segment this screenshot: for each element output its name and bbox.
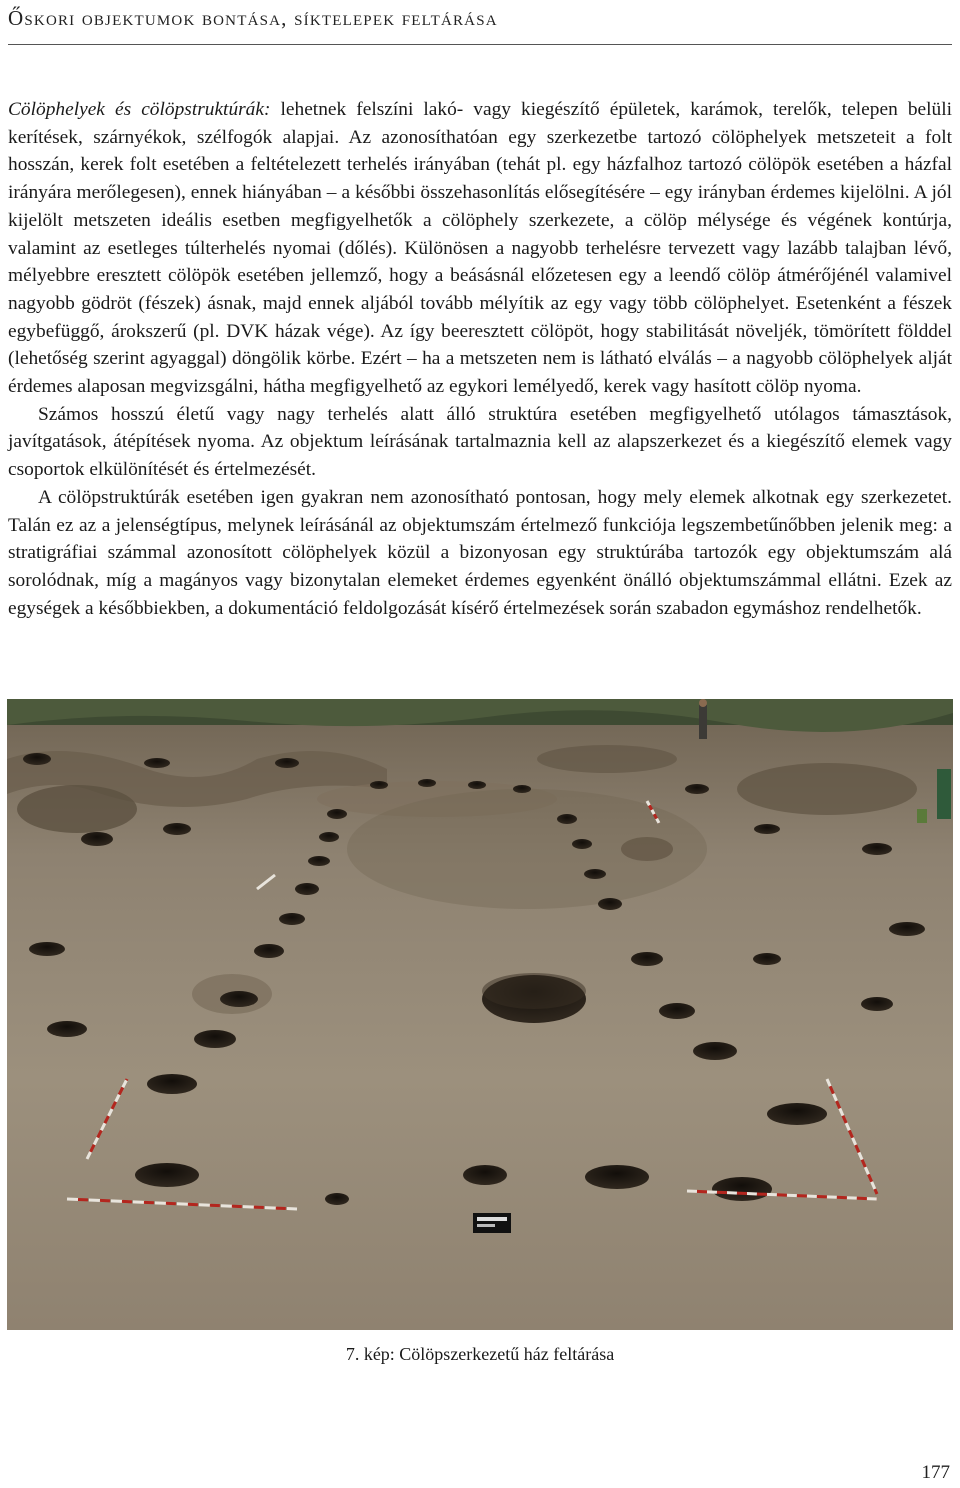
- excavation-photo-drawing: [7, 699, 953, 1330]
- paragraph-3: A cölöpstruktúrák esetében igen gyakran nem azonosítható pontosan, hogy mely elemek alkotnak egy szerkezetet. Talán ez az a jelenségtípus, melynek leírásánál az objektumszám értelmező funkciója legszembetűnőbben jelenik meg: a stratigráfiai számmal azonosított cölöphelyek közül a bizonyosan egy struktúrába tartozók egy objektumszám alá sorolódnak, míg a magányos vagy bizonytalan elemeket érdemes egyenként önálló objektumszámmal ellátni. Ezek az egységek a későbbiekben, a dokumentáció feldolgozását kísérő értelmezések során szabadon egymáshoz rendelhetők.: [8, 486, 952, 619]
- paragraph-2: Számos hosszú életű vagy nagy terhelés alatt álló struktúra esetében megfigyelhető utólagos támasztások, javítgatások, átépítések nyoma. Az objektum leírásának tartalmaznia kell az alapszerkezet és a kiegészítő elemek vagy csoportok elkülönítését és értelmezését.: [8, 403, 952, 481]
- body-text: [8, 96, 952, 622]
- running-head: Őskori objektumok bontása, síktelepek feltárása: [8, 6, 498, 30]
- excavation-photo: [7, 699, 953, 1330]
- figure-caption: 7. kép: Cölöpszerkezetű ház feltárása: [345, 1344, 615, 1364]
- paragraph-lead: Cölöphelyek és cölöpstruktúrák:: [8, 99, 271, 120]
- paragraph-1: [8, 96, 952, 401]
- page-number: 177: [921, 1462, 950, 1483]
- header-rule: [8, 44, 952, 45]
- paragraph-text: lehetnek felszíni lakó- vagy kiegészítő épületek, karámok, terelők, telepen belüli kerítések, szárnyékok, szélfogók alapjai. Az azonosíthatóan egy szerkezetbe tartozó cölöphelyek metszeteit a folt hosszán, kerek folt esetében a feltételezett terhelés irányában (tehát pl. egy házfalhoz tartozó cölöpök esetében a házfal irányára merőlegesen), ennek hiányában – a későbbi összehasonlítás elősegítésére – egy irányban érdemes kijelölni. A jól kijelölt metszeten ideális esetben megfigyelhetők a cölöphely szerkezete, a cölöp mélysége és végének kontúrja, valamint az esetleges túlterhelés nyomai (dőlés). Különösen a nagyobb terhelésre tervezett vagy lazább talajban lévő, mélyebbre eresztett cölöpök esetében jellemző, hogy a beásásnál előzetesen egy a leendő cölöp átmérőjénél valamivel nagyobb gödröt (fészek) ásnak, majd ennek aljából tovább mélyítik az egy vagy több cölöphelyet. Esetenként a fészek egybefüggő, árokszerű (pl. DVK házak vége). Az így beeresztett cölöpöt, hogy stabilitását növeljék, tömörített földdel (lehetőség szerint agyaggal) döngölik körbe. Ezért – ha a metszeten nem is látható elválás – a nagyobb cölöphelyek alját érdemes alaposan megvizsgálni, hátha megfigyelhető az egykori lemélyedő, kerek vagy hasított cölöp nyoma.: [8, 99, 953, 398]
